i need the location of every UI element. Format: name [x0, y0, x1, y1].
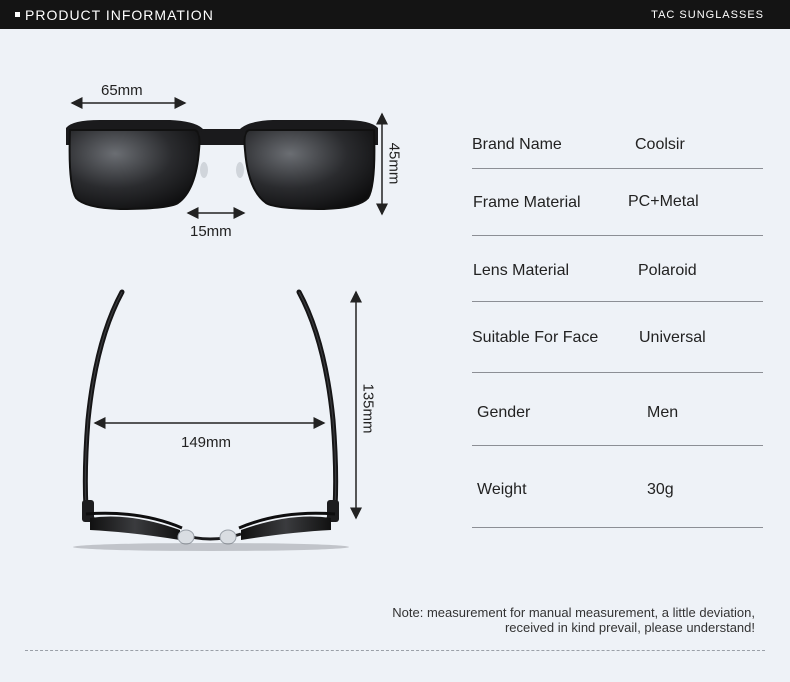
- dotted-divider: [25, 650, 765, 651]
- spec-label: Suitable For Face: [472, 329, 599, 346]
- frame-width-label: 149mm: [181, 434, 232, 451]
- header-right-label: TAC SUNGLASSES: [651, 9, 764, 21]
- spec-label: Frame Material: [473, 194, 581, 211]
- spec-value: Coolsir: [635, 136, 685, 153]
- lens-width-label: 65mm: [101, 82, 143, 99]
- spec-label: Brand Name: [472, 136, 562, 153]
- divider: [472, 527, 763, 528]
- temple-length-label: 135mm: [359, 383, 377, 434]
- spec-value: 30g: [647, 481, 674, 498]
- header-title: PRODUCT INFORMATION: [25, 7, 214, 23]
- front-view-glasses: [66, 120, 378, 209]
- top-view-glasses: [73, 292, 349, 551]
- spec-value: PC+Metal: [628, 193, 699, 210]
- lens-height-label: 45mm: [385, 142, 403, 185]
- note-line-1: Note: measurement for manual measurement, a little deviation,: [392, 605, 755, 620]
- divider: [472, 235, 763, 236]
- bridge-label: 15mm: [190, 223, 232, 240]
- spec-label: Gender: [477, 404, 531, 421]
- divider: [472, 301, 763, 302]
- note-line-2: received in kind prevail, please understand!: [504, 620, 755, 635]
- measurement-note: [392, 605, 755, 635]
- spec-label: Weight: [477, 481, 527, 498]
- spec-label: Lens Material: [473, 262, 570, 279]
- spec-value: Polaroid: [638, 262, 697, 279]
- divider: [472, 168, 763, 169]
- spec-value: Universal: [639, 329, 706, 346]
- divider: [472, 372, 763, 373]
- spec-value: Men: [647, 404, 679, 421]
- divider: [472, 445, 763, 446]
